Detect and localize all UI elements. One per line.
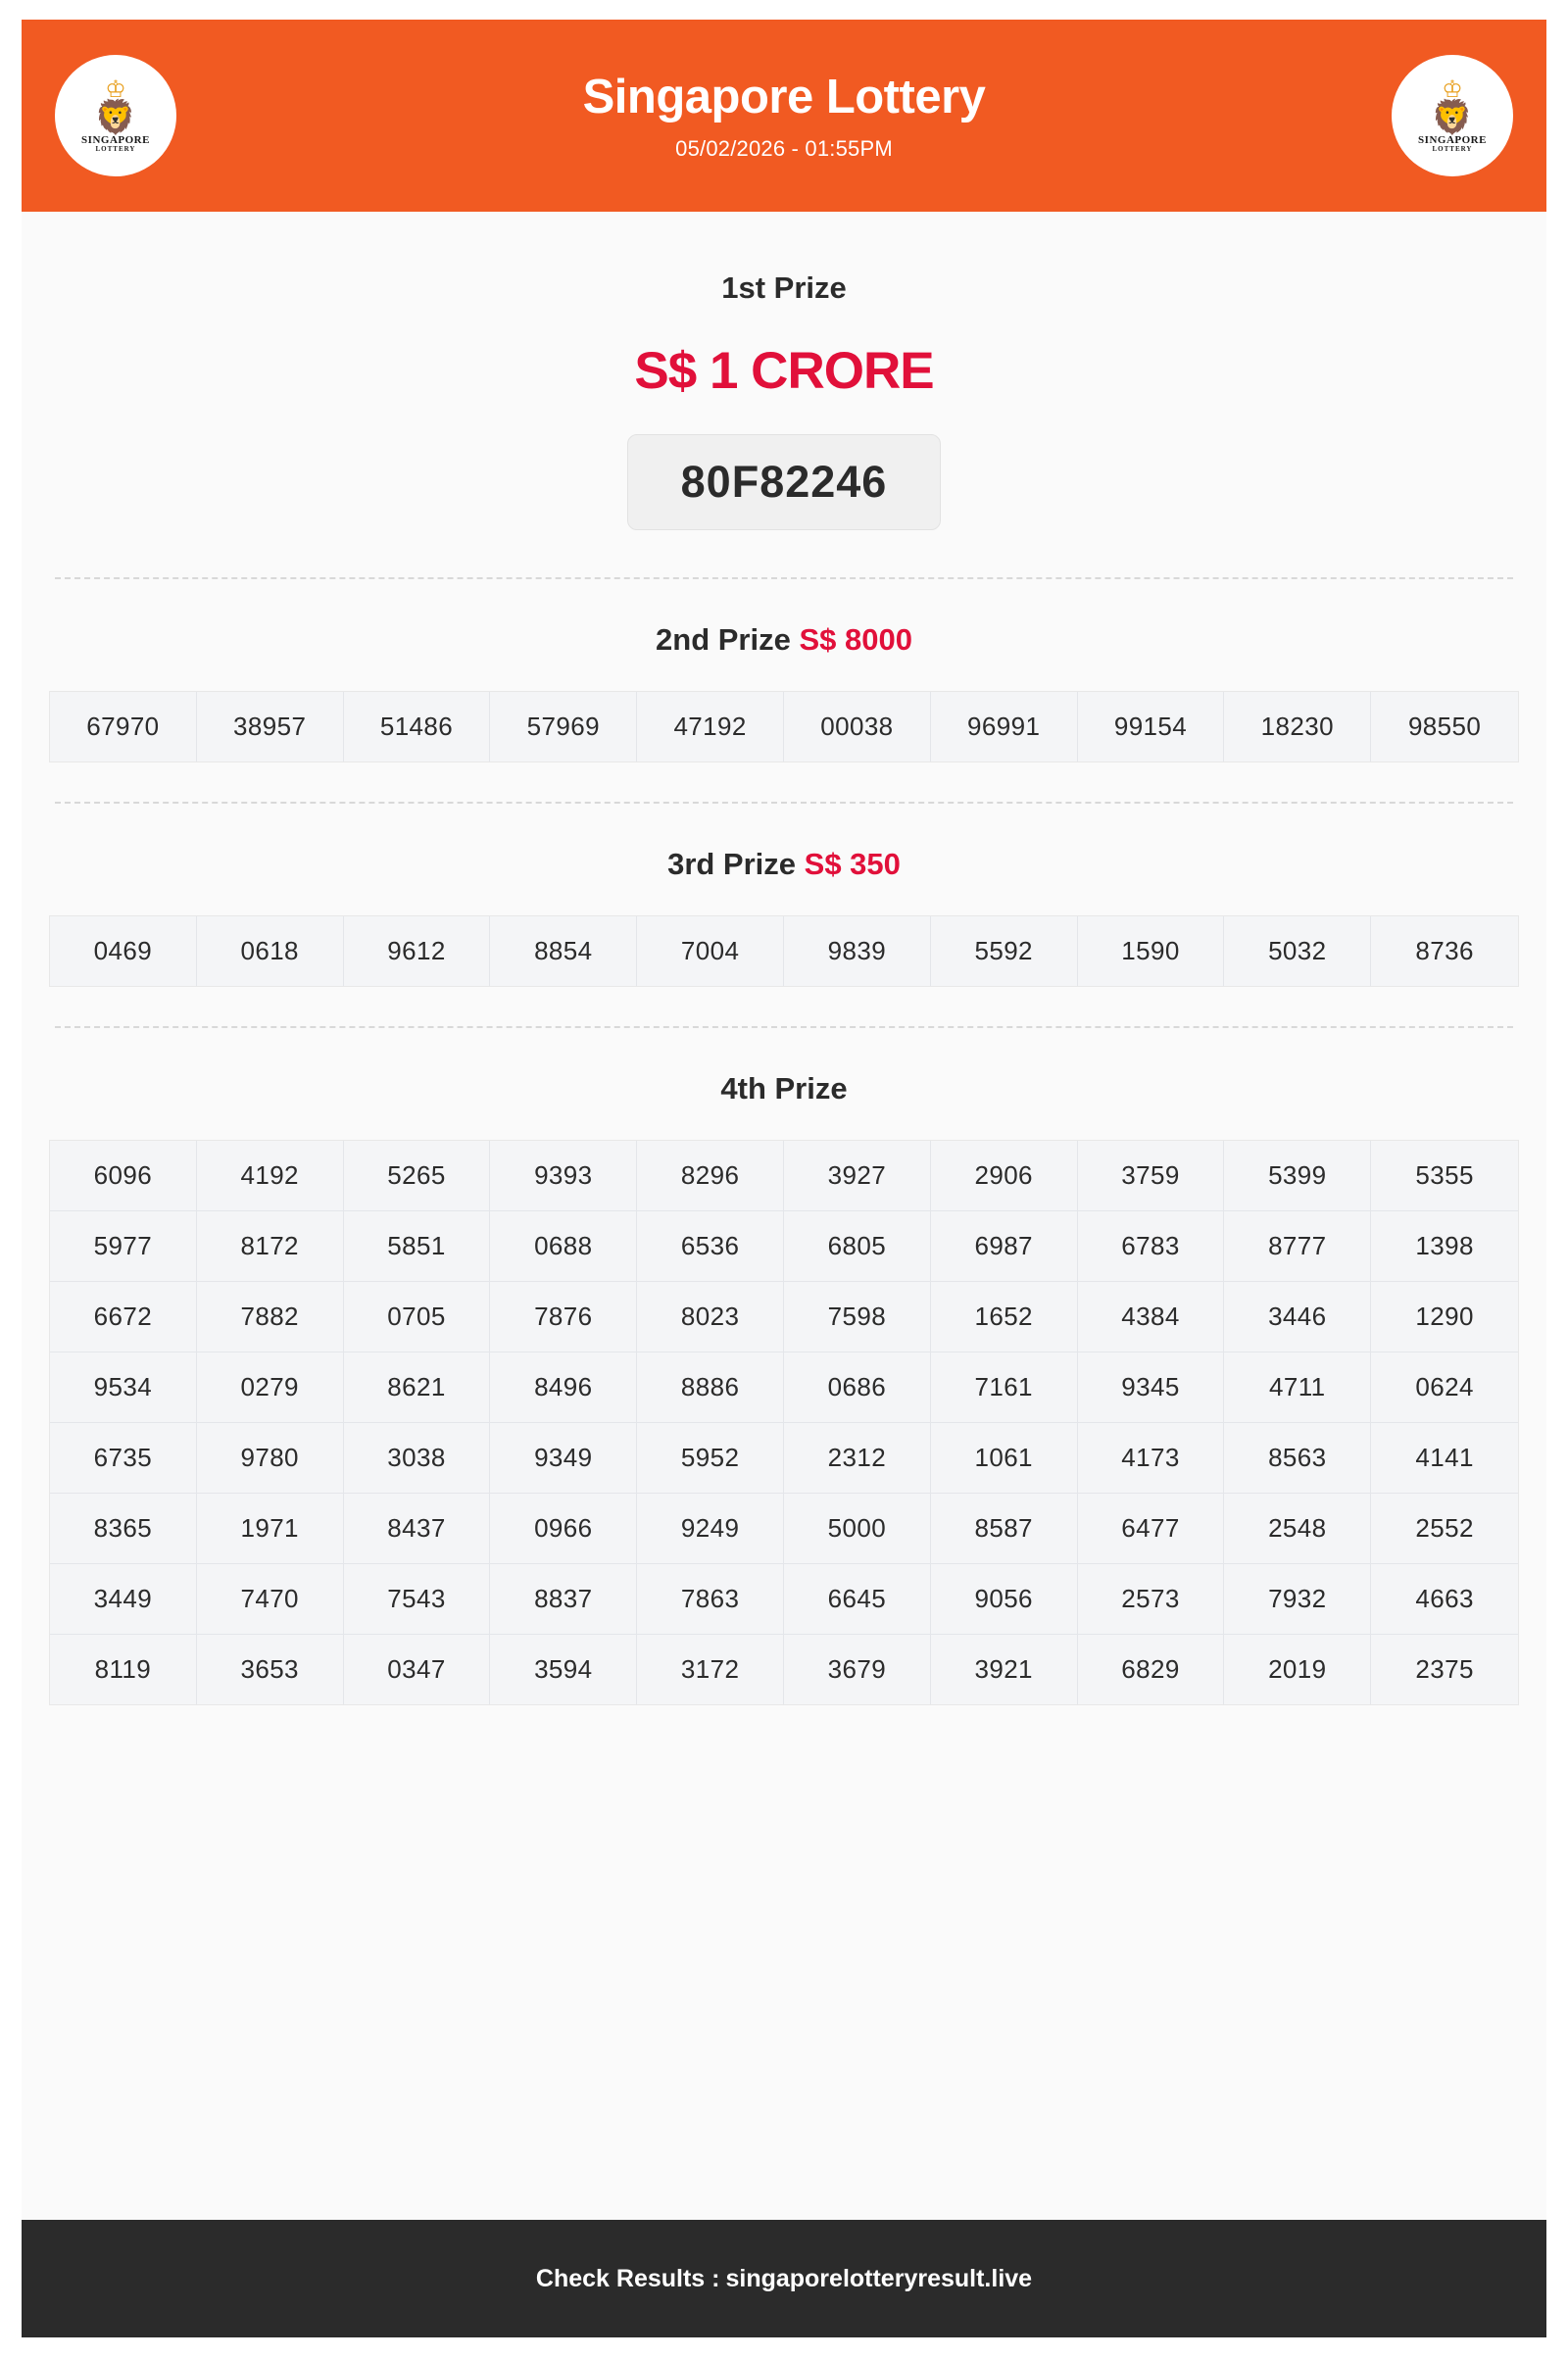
prize-number-cell: 67970 [50,692,197,762]
footer-label: Check Results : [535,2264,720,2292]
prize-number-cell: 8621 [344,1352,491,1423]
prize-number-cell: 9780 [197,1423,344,1494]
prize-number-cell: 96991 [931,692,1078,762]
prize-number-cell: 0279 [197,1352,344,1423]
prize-number-cell: 18230 [1224,692,1371,762]
prize-number-cell: 1652 [931,1282,1078,1352]
prize-number-cell: 3921 [931,1635,1078,1704]
prize-number-cell: 2552 [1371,1494,1518,1564]
logo-right [1392,55,1513,176]
prize-number-cell: 0469 [50,916,197,986]
prize-number-cell: 6735 [50,1423,197,1494]
first-prize-section [49,212,1519,577]
prize-number-cell: 8437 [344,1494,491,1564]
prize-number-cell: 4141 [1371,1423,1518,1494]
prize-number-cell: 0705 [344,1282,491,1352]
prize-number-cell: 1971 [197,1494,344,1564]
prize-number-cell: 38957 [197,692,344,762]
prize-number-cell: 4711 [1224,1352,1371,1423]
prize-number-cell: 6672 [50,1282,197,1352]
page-title: Singapore Lottery [582,70,986,123]
prize-number-cell: 6645 [784,1564,931,1635]
prize-number-cell: 1398 [1371,1211,1518,1282]
prize-number-cell: 7543 [344,1564,491,1635]
prize-number-cell: 6096 [50,1141,197,1211]
second-prize-label: 2nd Prize [656,622,791,657]
prize-number-cell: 8777 [1224,1211,1371,1282]
crown-icon: ♔ [105,76,126,104]
logo-right-word1: SINGAPORE [1418,133,1487,146]
prize-number-cell: 3679 [784,1635,931,1704]
prize-number-cell: 4173 [1078,1423,1225,1494]
page-footer [22,2220,1546,2337]
prize-number-cell: 7882 [197,1282,344,1352]
prize-number-cell: 8296 [637,1141,784,1211]
prize-number-cell: 7932 [1224,1564,1371,1635]
prize-number-cell: 8837 [490,1564,637,1635]
prize-number-cell: 8563 [1224,1423,1371,1494]
prize-number-cell: 3172 [637,1635,784,1704]
logo-left-word1: SINGAPORE [81,133,150,146]
prize-number-cell: 5592 [931,916,1078,986]
prize-number-cell: 5399 [1224,1141,1371,1211]
prize-number-cell: 0966 [490,1494,637,1564]
prize-number-cell: 3038 [344,1423,491,1494]
prize-number-cell: 8886 [637,1352,784,1423]
prize-number-cell: 7470 [197,1564,344,1635]
prize-number-cell: 47192 [637,692,784,762]
prize-number-cell: 7863 [637,1564,784,1635]
first-prize-title: 1st Prize [721,270,847,305]
prize-number-cell: 98550 [1371,692,1518,762]
prize-number-cell: 1061 [931,1423,1078,1494]
prize-number-cell: 4384 [1078,1282,1225,1352]
footer-site: singaporelotteryresult.live [725,2264,1033,2292]
crown-icon: ♔ [1442,76,1463,104]
logo-right-word2: LOTTERY [1432,144,1473,153]
prize-number-cell: 57969 [490,692,637,762]
fourth-prize-section [49,1028,1519,1756]
results-body [22,212,1546,2220]
third-prize-label: 3rd Prize [667,847,797,881]
first-prize-number: 80F82246 [627,434,942,530]
prize-number-cell: 5952 [637,1423,784,1494]
header-center [176,70,1392,162]
prize-number-cell: 8736 [1371,916,1518,986]
prize-number-cell: 7004 [637,916,784,986]
logo-left-word2: LOTTERY [95,144,136,153]
prize-number-cell: 0688 [490,1211,637,1282]
prize-number-cell: 2906 [931,1141,1078,1211]
fourth-prize-grid [49,1140,1519,1705]
prize-number-cell: 6805 [784,1211,931,1282]
third-prize-grid [49,915,1519,987]
prize-number-cell: 7876 [490,1282,637,1352]
prize-number-cell: 9393 [490,1141,637,1211]
third-prize-title [49,847,1519,882]
prize-number-cell: 0624 [1371,1352,1518,1423]
lion-icon: 🦁 [1431,99,1474,137]
page-header [22,20,1546,212]
prize-number-cell: 8854 [490,916,637,986]
second-prize-title [49,622,1519,658]
prize-number-cell: 4663 [1371,1564,1518,1635]
prize-number-cell: 4192 [197,1141,344,1211]
prize-number-cell: 0686 [784,1352,931,1423]
prize-number-cell: 5851 [344,1211,491,1282]
prize-number-cell: 5000 [784,1494,931,1564]
prize-number-cell: 6829 [1078,1635,1225,1704]
prize-number-cell: 0618 [197,916,344,986]
lion-icon: 🦁 [94,99,137,137]
first-prize-amount: S$ 1 CRORE [634,342,934,400]
logo-left [55,55,176,176]
prize-number-cell: 51486 [344,692,491,762]
prize-number-cell: 9056 [931,1564,1078,1635]
prize-number-cell: 3927 [784,1141,931,1211]
prize-number-cell: 3594 [490,1635,637,1704]
prize-number-cell: 8172 [197,1211,344,1282]
prize-number-cell: 5355 [1371,1141,1518,1211]
prize-number-cell: 8365 [50,1494,197,1564]
second-prize-amount: S$ 8000 [799,622,912,657]
prize-number-cell: 8119 [50,1635,197,1704]
prize-number-cell: 6783 [1078,1211,1225,1282]
prize-number-cell: 9839 [784,916,931,986]
prize-number-cell: 3449 [50,1564,197,1635]
prize-number-cell: 1290 [1371,1282,1518,1352]
prize-number-cell: 3759 [1078,1141,1225,1211]
second-prize-section [49,579,1519,802]
prize-number-cell: 5265 [344,1141,491,1211]
prize-number-cell: 0347 [344,1635,491,1704]
prize-number-cell: 9534 [50,1352,197,1423]
prize-number-cell: 9349 [490,1423,637,1494]
prize-number-cell: 6987 [931,1211,1078,1282]
prize-number-cell: 5977 [50,1211,197,1282]
prize-number-cell: 5032 [1224,916,1371,986]
prize-number-cell: 2375 [1371,1635,1518,1704]
prize-number-cell: 2573 [1078,1564,1225,1635]
prize-number-cell: 2019 [1224,1635,1371,1704]
second-prize-grid [49,691,1519,762]
prize-number-cell: 8587 [931,1494,1078,1564]
prize-number-cell: 8496 [490,1352,637,1423]
prize-number-cell: 7598 [784,1282,931,1352]
prize-number-cell: 9345 [1078,1352,1225,1423]
prize-number-cell: 7161 [931,1352,1078,1423]
fourth-prize-title: 4th Prize [720,1071,848,1106]
prize-number-cell: 9612 [344,916,491,986]
prize-number-cell: 00038 [784,692,931,762]
prize-number-cell: 3446 [1224,1282,1371,1352]
third-prize-section [49,804,1519,1026]
prize-number-cell: 9249 [637,1494,784,1564]
prize-number-cell: 99154 [1078,692,1225,762]
prize-number-cell: 1590 [1078,916,1225,986]
prize-number-cell: 3653 [197,1635,344,1704]
prize-number-cell: 2312 [784,1423,931,1494]
third-prize-amount: S$ 350 [804,847,901,881]
prize-number-cell: 8023 [637,1282,784,1352]
draw-datetime: 05/02/2026 - 01:55PM [675,136,893,162]
prize-number-cell: 6536 [637,1211,784,1282]
prize-number-cell: 2548 [1224,1494,1371,1564]
prize-number-cell: 6477 [1078,1494,1225,1564]
